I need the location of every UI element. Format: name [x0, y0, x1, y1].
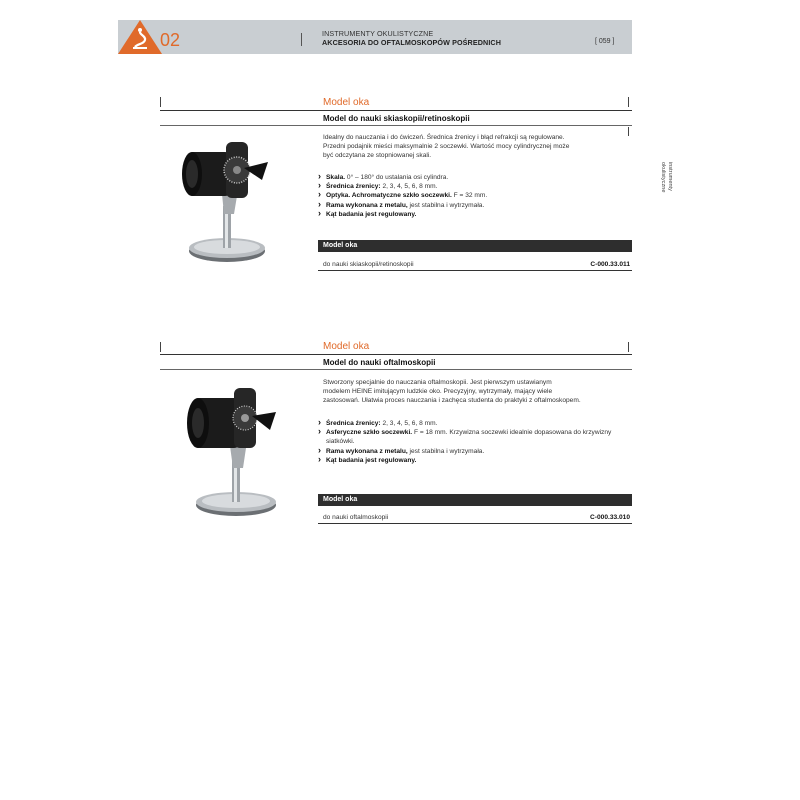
table-row-label: do nauki oftalmoskopii	[323, 514, 389, 521]
feature-item: › Kąt badania jest regulowany.	[318, 210, 638, 219]
page-number: [ 059 ]	[595, 38, 615, 45]
feature-item: › Kąt badania jest regulowany.	[318, 456, 638, 465]
desc-line: Przedni podajnik mieści maksymalnie 2 soczewki. Wartość mocy cylindrycznej może	[323, 143, 570, 151]
feature-item: › Skala. 0° – 180° do ustalania osi cylindra.	[318, 173, 638, 182]
table-header-label: Model oka	[323, 242, 358, 249]
header-subcategory: AKCESORIA DO OFTALMOSKOPÓW POŚREDNICH	[322, 38, 501, 47]
section-right-tick	[628, 342, 629, 352]
feature-item: › Asferyczne szkło soczewki. F = 18 mm. Krzywizna soczewki idealnie dopasowana do krzywizny siatkówki.	[318, 428, 638, 446]
desc-line: być odczytana ze stopniowanej skali.	[323, 152, 432, 160]
feature-item: › Rama wykonana z metalu, jest stabilna i wytrzymała.	[318, 201, 638, 210]
feature-item: › Rama wykonana z metalu, jest stabilna i wytrzymała.	[318, 447, 638, 456]
desc-line: zastosowań. Ułatwia proces nauczania i zachęca studenta do praktyki z oftalmoskopem.	[323, 397, 581, 405]
header-category: INSTRUMENTY OKULISTYCZNE	[322, 29, 434, 38]
side-tab-line1: instrumenty	[667, 162, 673, 191]
table-row-code: C-000.33.011	[590, 261, 630, 268]
subtitle-rule	[160, 125, 632, 126]
feature-list	[318, 173, 638, 219]
chapter-number: 02	[160, 30, 181, 50]
section-rule	[160, 354, 632, 355]
feature-list	[318, 419, 638, 465]
table-header-label: Model oka	[323, 496, 358, 503]
table-header	[318, 494, 632, 506]
table-rule	[318, 270, 632, 271]
section-title: Model oka	[323, 341, 370, 352]
brand-logo	[118, 20, 162, 54]
table-header	[318, 240, 632, 252]
desc-line: modelem HEINE imitującym ludzkie oko. Precyzyjny, wytrzymały, mający wiele	[323, 388, 553, 396]
section-description	[323, 133, 633, 161]
eye-model-retinoscopy-image	[182, 134, 272, 266]
subtitle-rule	[160, 369, 632, 370]
feature-item: › Średnica źrenicy: 2, 3, 4, 5, 6, 8 mm.	[318, 419, 638, 428]
section-left-tick	[160, 97, 161, 107]
side-tab-line2: okulistyczne	[660, 162, 666, 193]
section-title: Model oka	[323, 97, 370, 108]
table-rule	[318, 523, 632, 524]
feature-item: › Średnica źrenicy: 2, 3, 4, 5, 6, 8 mm.	[318, 182, 638, 191]
table-row	[318, 260, 632, 270]
section-rule	[160, 110, 632, 111]
section-subtitle: Model do nauki skiaskopii/retinoskopii	[323, 114, 470, 123]
desc-line: Stworzony specjalnie do nauczania oftalmoskopii. Jest pierwszym ustawianym	[323, 379, 552, 386]
section-left-tick	[160, 342, 161, 352]
header-divider	[301, 33, 302, 46]
section-subtitle: Model do nauki oftalmoskopii	[323, 358, 436, 367]
table-row-label: do nauki skiaskopii/retinoskopii	[323, 261, 414, 268]
table-row	[318, 513, 632, 523]
eye-model-ophthalmoscopy-image	[186, 382, 278, 520]
section-right-tick	[628, 97, 629, 107]
desc-line: Idealny do nauczania i do ćwiczeń. Średnica źrenicy i błąd refrakcji są regulowane.	[323, 134, 565, 141]
table-row-code: C-000.33.010	[590, 514, 630, 521]
side-tab	[660, 162, 684, 207]
section-description	[323, 378, 633, 406]
feature-item: › Optyka. Achromatyczne szkło soczewki. F = 32 mm.	[318, 191, 638, 200]
